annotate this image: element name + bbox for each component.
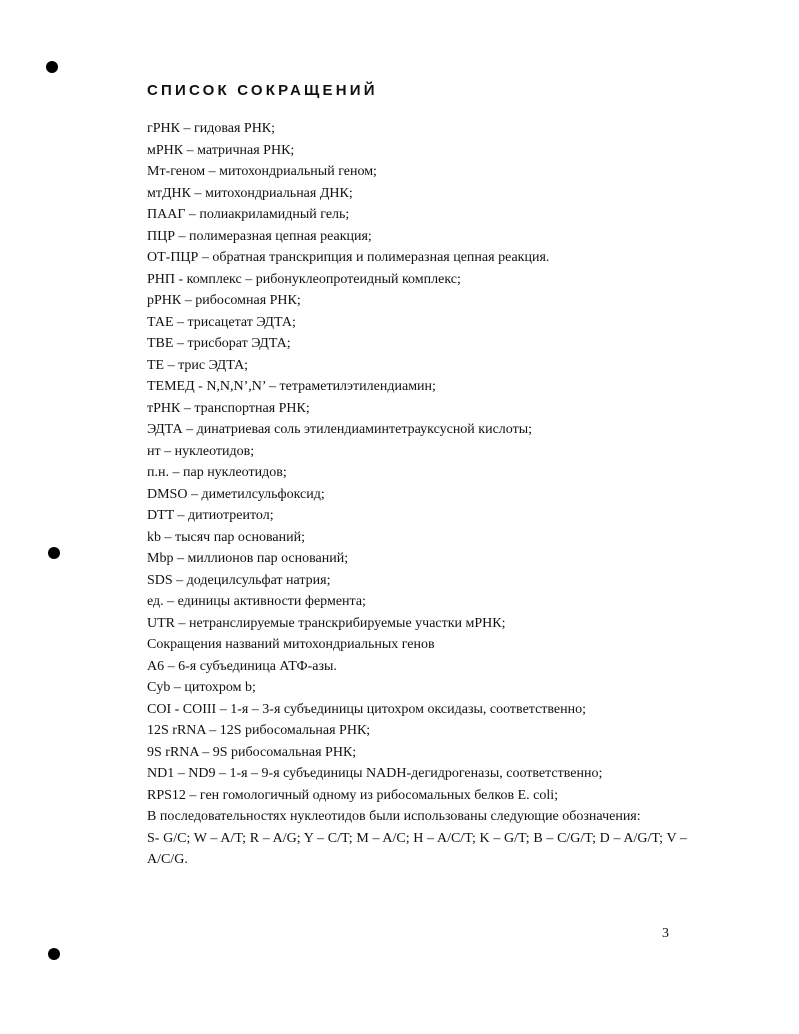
list-item: ТЕ – трис ЭДТА;: [147, 357, 249, 373]
list-item: мтДНК – митохондриальная ДНК;: [147, 185, 353, 201]
list-item: ед. – единицы активности фермента;: [147, 594, 366, 609]
page-title: СПИСОК СОКРАЩЕНИЙ: [147, 82, 378, 99]
abbreviation-list: [147, 118, 687, 871]
list-item: ТВЕ – трисборат ЭДТА;: [147, 336, 291, 351]
list-item: kb – тысяч пар оснований;: [147, 529, 305, 545]
list-item: Cyb – цитохром b;: [147, 680, 256, 695]
list-item: В последовательностях нуклеотидов были использованы следующие обозначения:: [147, 809, 641, 824]
page-number: 3: [662, 926, 669, 941]
list-item: мРНК – матричная РНК;: [147, 142, 295, 158]
list-item: рРНК – рибосомная РНК;: [147, 293, 301, 308]
list-item: SDS – додецилсульфат натрия;: [147, 572, 331, 588]
list-item: Mbp – миллионов пар оснований;: [147, 551, 349, 566]
punch-hole-top: [46, 61, 58, 73]
list-item: РНП - комплекс – рибонуклеопротеидный комплекс;: [147, 271, 461, 287]
list-item: тРНК – транспортная РНК;: [147, 400, 310, 416]
list-item: 9S rRNA – 9S рибосомальная РНК;: [147, 744, 357, 760]
section-heading: Сокращения названий митохондриальных генов: [147, 637, 435, 652]
list-item: ПЦР – полимеразная цепная реакция;: [147, 228, 372, 244]
list-item: Мт-геном – митохондриальный геном;: [147, 164, 377, 179]
list-item: гРНК – гидовая РНК;: [147, 121, 276, 136]
list-item: A6 – 6-я субъединица АТФ-азы.: [147, 658, 337, 674]
list-item: DMSO – диметилсульфоксид;: [147, 486, 325, 502]
list-item: нт – нуклеотидов;: [147, 443, 255, 459]
notation-paragraph: S- G/C; W – A/T; R – A/G; Y – C/T; M – A/C; H – A/C/T; K – G/T; B – C/G/T; D – A/G/T; V – A/C/G.: [147, 830, 687, 867]
list-item: п.н. – пар нуклеотидов;: [147, 465, 287, 480]
punch-hole-bottom: [48, 948, 60, 960]
list-item: RPS12 – ген гомологичный одному из рибосомальных белков E. coli;: [147, 787, 559, 803]
list-item: ПААГ – полиакриламидный гель;: [147, 207, 350, 222]
list-item: 12S rRNA – 12S рибосомальная РНК;: [147, 723, 371, 738]
punch-hole-middle: [48, 547, 60, 559]
list-item: ТАЕ – трисацетат ЭДТА;: [147, 314, 296, 330]
list-item: ТЕМЕД - N,N,N’,N’ – тетраметилэтилендиамин;: [147, 379, 436, 394]
list-item: ЭДТА – динатриевая соль этилендиаминтетрауксусной кислоты;: [147, 422, 533, 437]
list-item: COI - COIII – 1-я – 3-я субъединицы цитохром оксидазы, соответственно;: [147, 701, 587, 717]
list-item: ОТ-ПЦР – обратная транскрипция и полимеразная цепная реакция.: [147, 250, 550, 265]
list-item: ND1 – ND9 – 1-я – 9-я субъединицы NADH-дегидрогеназы, соответственно;: [147, 766, 603, 781]
list-item: DTT – дитиотреитол;: [147, 508, 274, 523]
list-item: UTR – нетранслируемые транскрибируемые участки мРНК;: [147, 615, 506, 631]
